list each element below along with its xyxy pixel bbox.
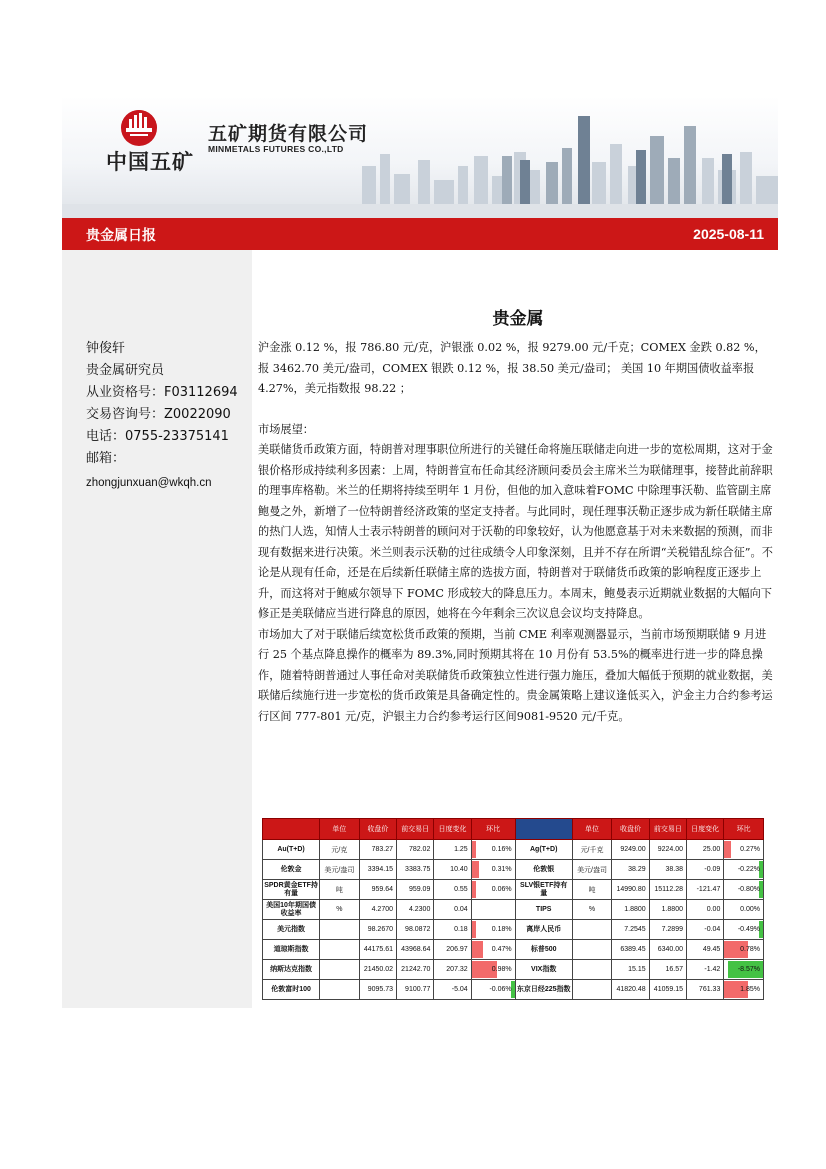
prev-cell: 43968.64	[397, 940, 434, 960]
indicator-name: VIX指数	[515, 960, 572, 980]
unit-cell: %	[320, 900, 360, 920]
prev-cell: 4.2300	[397, 900, 434, 920]
indicator-name: 标普500	[515, 940, 572, 960]
change-pct-cell	[471, 880, 515, 900]
table-header-blank	[515, 819, 572, 840]
unit-cell: %	[572, 900, 612, 920]
author-consult-number: 交易咨询号：Z0022090	[86, 407, 231, 422]
chg-cell: 0.04	[434, 900, 471, 920]
close-cell: 14990.80	[612, 880, 649, 900]
close-cell: 41820.48	[612, 980, 649, 1000]
change-bar	[472, 921, 477, 938]
change-pct-value: 1.85%	[740, 986, 760, 993]
table-row	[263, 940, 764, 960]
chg-cell: 0.55	[434, 880, 471, 900]
prev-cell: 98.0872	[397, 920, 434, 940]
table-row	[263, 920, 764, 940]
indicator-name: 纳斯达克指数	[263, 960, 320, 980]
author-info	[86, 338, 238, 494]
table-row	[263, 860, 764, 880]
indicator-name: Ag(T+D)	[515, 840, 572, 860]
change-bar	[472, 841, 476, 858]
close-cell: 4.2700	[359, 900, 396, 920]
chg-cell: 49.45	[687, 940, 724, 960]
outlook-heading: 市场展望：	[258, 422, 314, 436]
change-pct-cell	[471, 920, 515, 940]
table-header-cell: 日度变化	[434, 819, 471, 840]
indicator-name: 伦敦富时100	[263, 980, 320, 1000]
chg-cell: -1.42	[687, 960, 724, 980]
close-cell: 98.2670	[359, 920, 396, 940]
table-row	[263, 960, 764, 980]
close-cell: 44175.61	[359, 940, 396, 960]
author-name: 钟俊轩	[86, 341, 126, 356]
change-bar	[472, 941, 484, 958]
prev-cell: 41059.15	[649, 980, 686, 1000]
change-pct-value: -0.22%	[737, 866, 760, 873]
table-row	[263, 900, 764, 920]
change-pct-value: -0.49%	[737, 926, 760, 933]
prev-cell: 21242.70	[397, 960, 434, 980]
prev-cell: 38.38	[649, 860, 686, 880]
change-pct-cell	[724, 960, 764, 980]
table-header-cell: 环比	[471, 819, 515, 840]
prev-cell: 9224.00	[649, 840, 686, 860]
close-cell: 783.27	[359, 840, 396, 860]
author-qualification: 从业资格号：F03112694	[86, 385, 238, 400]
indicator-name: 道琼斯指数	[263, 940, 320, 960]
prev-cell: 3383.75	[397, 860, 434, 880]
unit-cell	[572, 960, 612, 980]
table-row	[263, 980, 764, 1000]
indicator-name: 伦敦银	[515, 860, 572, 880]
header-banner	[62, 96, 778, 218]
chg-cell: 25.00	[687, 840, 724, 860]
outlook-paragraph: 美联储货币政策方面，特朗普对理事职位所进行的关键任命将施压联储走向进一步的宽松周期，这对于金银价格形成持续利多因素：上周，特朗普宣布任命其经济顾问委员会主席米兰为联储理事，接替此前辞职的理事库格勒。米兰的任期将持续至明年 1 月份，但他的加入意味着FOMC 中除理事沃勒、监管副主席鲍曼之外，新增了一位特朗普经济政策的坚定支持者。与此同时，现任理事沃勒正逐步成为新任联储主席的热门人选，知情人士表示特朗普的顾问对于沃勒的印象较好，认为他愿意基于对未来数据的预测，而非现有数据来进行决策。米兰则表示沃勒的过往成绩令人印象深刻，且并不存在所谓“关税错乱综合征”。不论是从现有任命，还是在后续新任联储主席的选拔方面，特朗普对于联储货币政策的影响程度正逐步上升，而这将对于鲍威尔领导下 FOMC 形成较大的降息压力。本周末，鲍曼表示近期就业数据的大幅向下修正是美联储应当进行降息的原因，她将在今年剩余三次议息会议均支持降息。	[258, 443, 773, 620]
chg-cell: 206.97	[434, 940, 471, 960]
table-header-blank	[263, 819, 320, 840]
table-row	[263, 840, 764, 860]
unit-cell: 元/克	[320, 840, 360, 860]
report-title-bar	[62, 218, 778, 250]
change-pct-cell	[724, 920, 764, 940]
indicator-name: SLV银ETF持有量	[515, 880, 572, 900]
indicator-name: TIPS	[515, 900, 572, 920]
price-summary: 沪金涨 0.12 %，报 786.80 元/克，沪银涨 0.02 %，报 9279.00 元/千克；COMEX 金跌 0.82 %，报 3462.70 美元/盎司，COMEX 银跌 0.12 %，报 38.50 美元/盎司； 美国 10 年期国债收益率报 4.27%，美元指数报 98.22 ；	[258, 341, 766, 395]
change-pct-value: 0.78%	[740, 946, 760, 953]
close-cell: 38.29	[612, 860, 649, 880]
unit-cell	[572, 940, 612, 960]
close-cell: 3394.15	[359, 860, 396, 880]
minmetals-logo-icon	[104, 104, 174, 148]
chg-cell: 207.32	[434, 960, 471, 980]
close-cell: 9095.73	[359, 980, 396, 1000]
close-cell: 7.2545	[612, 920, 649, 940]
change-pct-cell	[724, 940, 764, 960]
chg-cell: -121.47	[687, 880, 724, 900]
unit-cell: 吨	[320, 880, 360, 900]
change-pct-cell	[471, 840, 515, 860]
change-pct-value: 0.98%	[491, 966, 512, 973]
indicator-name: 伦敦金	[263, 860, 320, 880]
change-pct-cell	[724, 860, 764, 880]
author-email[interactable]: zhongjunxuan@wkqh.cn	[86, 477, 212, 489]
unit-cell	[572, 920, 612, 940]
change-bar	[472, 861, 480, 878]
indicator-name: 东京日经225指数	[515, 980, 572, 1000]
unit-cell	[320, 960, 360, 980]
prev-cell: 782.02	[397, 840, 434, 860]
unit-cell	[320, 980, 360, 1000]
unit-cell: 美元/盎司	[572, 860, 612, 880]
change-bar	[724, 841, 731, 858]
table-header-cell: 收盘价	[359, 819, 396, 840]
indicator-name: Au(T+D)	[263, 840, 320, 860]
prev-cell: 959.09	[397, 880, 434, 900]
change-pct-value: 0.27%	[740, 846, 760, 853]
close-cell: 9249.00	[612, 840, 649, 860]
table-header-cell: 前交易日	[649, 819, 686, 840]
change-pct-cell	[724, 980, 764, 1000]
change-pct-cell	[471, 980, 515, 1000]
change-pct-cell	[471, 900, 515, 920]
table-header-row	[263, 819, 764, 840]
chg-cell: 1.25	[434, 840, 471, 860]
prev-cell: 6340.00	[649, 940, 686, 960]
indicator-name: 离岸人民币	[515, 920, 572, 940]
chg-cell: -0.04	[687, 920, 724, 940]
prev-cell: 16.57	[649, 960, 686, 980]
company-name-en: MINMETALS FUTURES CO.,LTD	[208, 144, 344, 154]
close-cell: 15.15	[612, 960, 649, 980]
report-body	[258, 338, 776, 727]
market-data-table	[262, 818, 764, 1000]
unit-cell	[320, 940, 360, 960]
author-phone: 电话：0755-23375141	[86, 429, 229, 444]
chg-cell: -0.09	[687, 860, 724, 880]
change-pct-value: 0.31%	[491, 866, 512, 873]
indicator-name: 美元指数	[263, 920, 320, 940]
table-header-cell: 单位	[572, 819, 612, 840]
prev-cell: 9100.77	[397, 980, 434, 1000]
report-date: 2025-08-11	[693, 226, 764, 242]
change-pct-cell	[724, 840, 764, 860]
unit-cell	[320, 920, 360, 940]
table-header-cell: 收盘价	[612, 819, 649, 840]
unit-cell: 吨	[572, 880, 612, 900]
chg-cell: -5.04	[434, 980, 471, 1000]
unit-cell: 美元/盎司	[320, 860, 360, 880]
table-row	[263, 880, 764, 900]
section-title: 贵金属	[492, 309, 544, 329]
table-header-cell: 环比	[724, 819, 764, 840]
change-bar	[472, 881, 476, 898]
change-pct-cell	[724, 900, 764, 920]
chg-cell: 10.40	[434, 860, 471, 880]
prev-cell: 1.8800	[649, 900, 686, 920]
close-cell: 21450.02	[359, 960, 396, 980]
prev-cell: 15112.28	[649, 880, 686, 900]
change-pct-value: 0.18%	[491, 926, 512, 933]
close-cell: 6389.45	[612, 940, 649, 960]
table-header-cell: 单位	[320, 819, 360, 840]
unit-cell	[572, 980, 612, 1000]
close-cell: 959.64	[359, 880, 396, 900]
change-pct-value: 0.06%	[491, 886, 512, 893]
change-pct-value: 0.00%	[740, 906, 760, 913]
author-role: 贵金属研究员	[86, 363, 165, 378]
chg-cell: 0.18	[434, 920, 471, 940]
indicator-name: SPDR黄金ETF持有量	[263, 880, 320, 900]
change-pct-cell	[471, 860, 515, 880]
company-name-cn: 五矿期货有限公司	[208, 123, 369, 145]
strategy-paragraph: 市场加大了对于联储后续宽松货币政策的预期，当前 CME 利率观测器显示，当前市场预期联储 9 月进行 25 个基点降息操作的概率为 89.3%,同时预期其将在 10 月份有 53.5%的概率进行进一步的降息操作，随着特朗普通过人事任命对美联储货币政策独立性进行强力施压，叠加大幅低于预期的就业数据，美联储后续施行进一步宽松的货币政策是具备确定性的。贵金属策略上建议逢低买入，沪金主力合约参考运行区间 777-801 元/克，沪银主力合约参考运行区间9081-9520 元/千克。	[258, 627, 773, 723]
brand-name: 中国五矿	[106, 150, 194, 174]
change-pct-value: -0.80%	[737, 886, 760, 893]
change-pct-value: 0.47%	[491, 946, 512, 953]
change-pct-value: -0.06%	[489, 986, 512, 993]
change-pct-cell	[471, 960, 515, 980]
table-header-cell: 前交易日	[397, 819, 434, 840]
author-email-label: 邮箱：	[86, 451, 126, 466]
chg-cell: 761.33	[687, 980, 724, 1000]
report-title: 贵金属日报	[86, 228, 156, 244]
change-pct-value: 0.16%	[491, 846, 512, 853]
change-pct-cell	[471, 940, 515, 960]
close-cell: 1.8800	[612, 900, 649, 920]
unit-cell: 元/千克	[572, 840, 612, 860]
chg-cell: 0.00	[687, 900, 724, 920]
indicator-name: 美国10年期国债收益率	[263, 900, 320, 920]
change-pct-value: -8.57%	[737, 966, 760, 973]
table-header-cell: 日度变化	[687, 819, 724, 840]
change-pct-cell	[724, 880, 764, 900]
prev-cell: 7.2899	[649, 920, 686, 940]
